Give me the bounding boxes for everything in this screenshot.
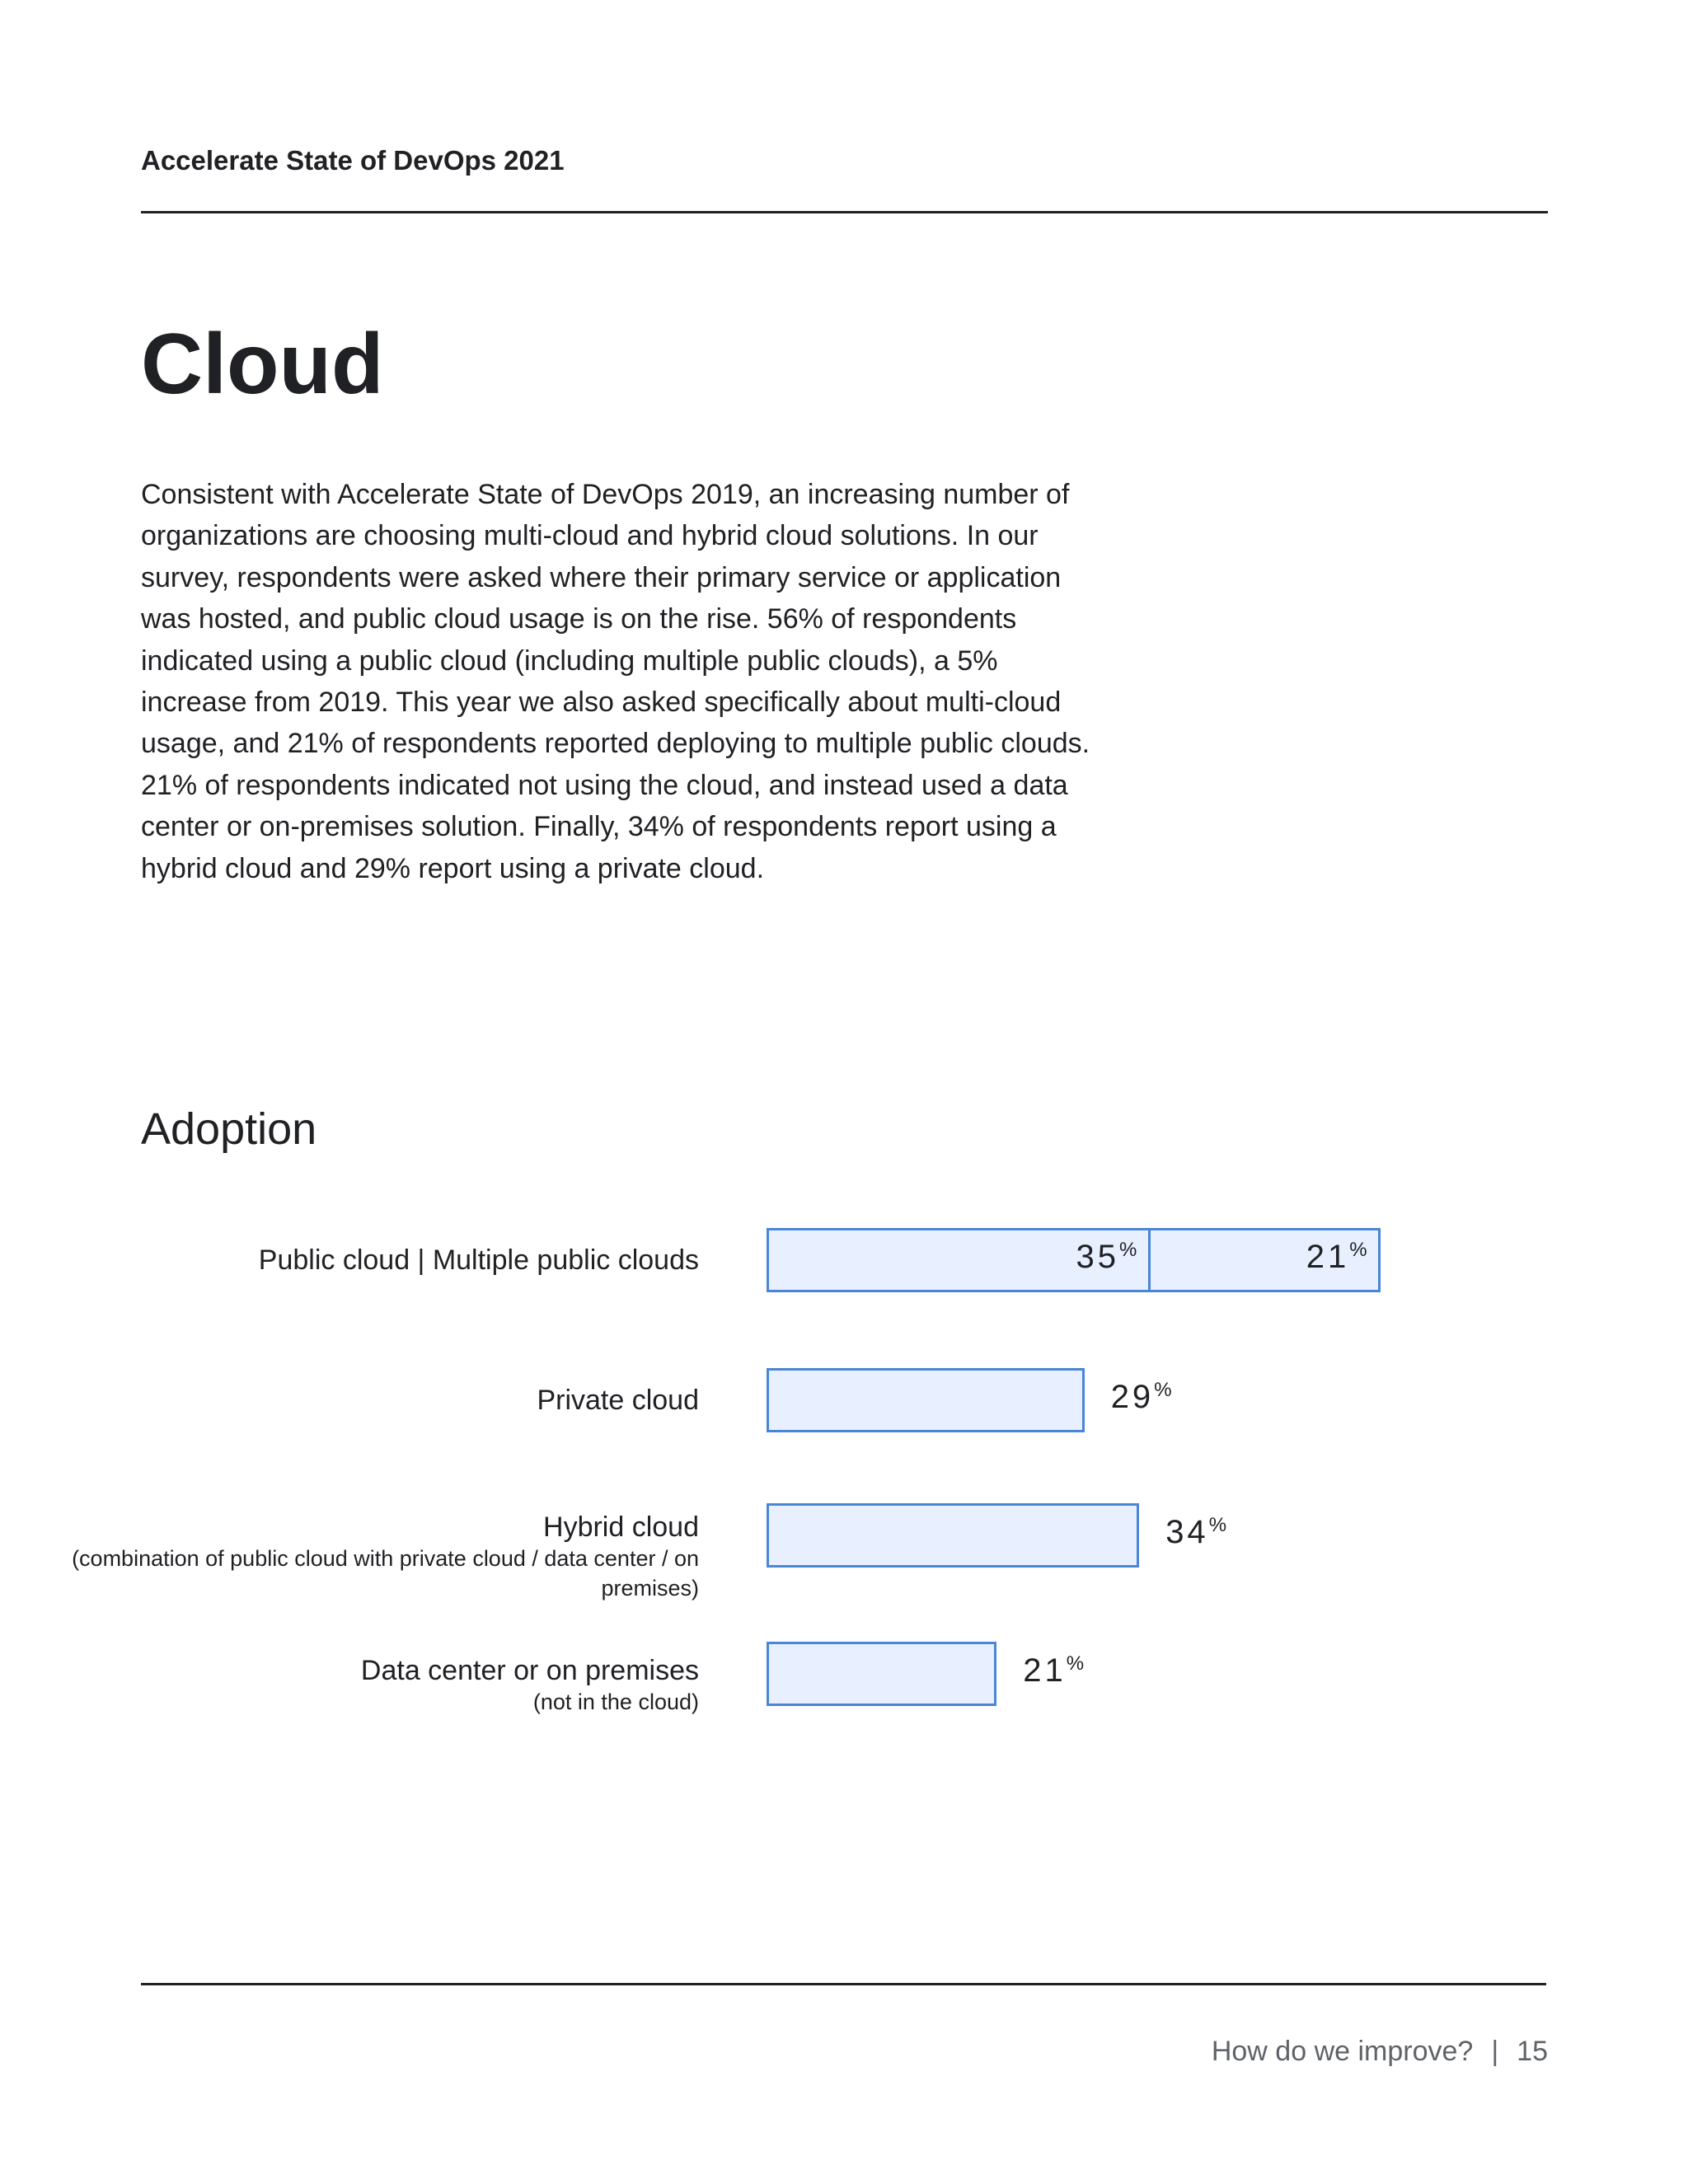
bar-private-cloud-segment-1 [767, 1368, 1085, 1432]
category-sublabel: (not in the cloud) [532, 1690, 699, 1714]
category-label-hybrid-cloud [0, 1511, 699, 1603]
category-name: Private cloud [537, 1385, 699, 1416]
bar-hybrid-cloud-segment-1 [767, 1503, 1139, 1568]
data-label-public-cloud-multiple-public-clouds-2: 21% [1306, 1239, 1367, 1275]
chart-title: Adoption [141, 1104, 317, 1154]
data-label-hybrid-cloud-1: 34% [1165, 1514, 1227, 1550]
category-label-public-cloud-multiple-public-clouds [259, 1244, 699, 1277]
category-name: Data center or on premises [360, 1655, 699, 1686]
bar-data-center-or-on-premises-segment-1 [767, 1642, 996, 1706]
footer-section-title: How do we improve? [1211, 2036, 1474, 2067]
footer-separator: | [1491, 2036, 1499, 2067]
page-footer [1212, 2036, 1548, 2068]
category-label-data-center-or-on-premises [361, 1654, 699, 1717]
data-label-data-center-or-on-premises-1: 21% [1023, 1652, 1085, 1689]
body-paragraph: Consistent with Accelerate State of DevOps 2019, an increasing number of organizations are choosing multi-cloud and hybrid cloud solutions. In our survey, respondents were asked where their primary service or application was hosted, and public cloud usage is on the rise. 56% of respondents indicated using a public cloud (including multiple public clouds), a 5% increase from 2019. This year we also asked specifically about multi-cloud usage, and 21% of respondents reported deploying to multiple public clouds. 21% of respondents indicated not using the cloud, and instead used a data center or on-premises solution. Finally, 34% of respondents report using a hybrid cloud and 29% report using a private cloud. [141, 479, 1090, 884]
page-title: Cloud [141, 316, 384, 412]
page-number: 15 [1517, 2036, 1548, 2067]
category-label-private-cloud [537, 1384, 699, 1417]
data-label-public-cloud-multiple-public-clouds-1: 35% [1076, 1239, 1137, 1275]
report-header-title: Accelerate State of DevOps 2021 [141, 145, 565, 176]
bottom-rule [141, 1983, 1546, 1985]
data-label-private-cloud-1: 29% [1110, 1379, 1172, 1415]
category-sublabel: (combination of public cloud with private cloud / data center / on premises) [72, 1546, 699, 1601]
category-name: Hybrid cloud [543, 1511, 699, 1543]
category-name: Public cloud | Multiple public clouds [258, 1244, 699, 1276]
